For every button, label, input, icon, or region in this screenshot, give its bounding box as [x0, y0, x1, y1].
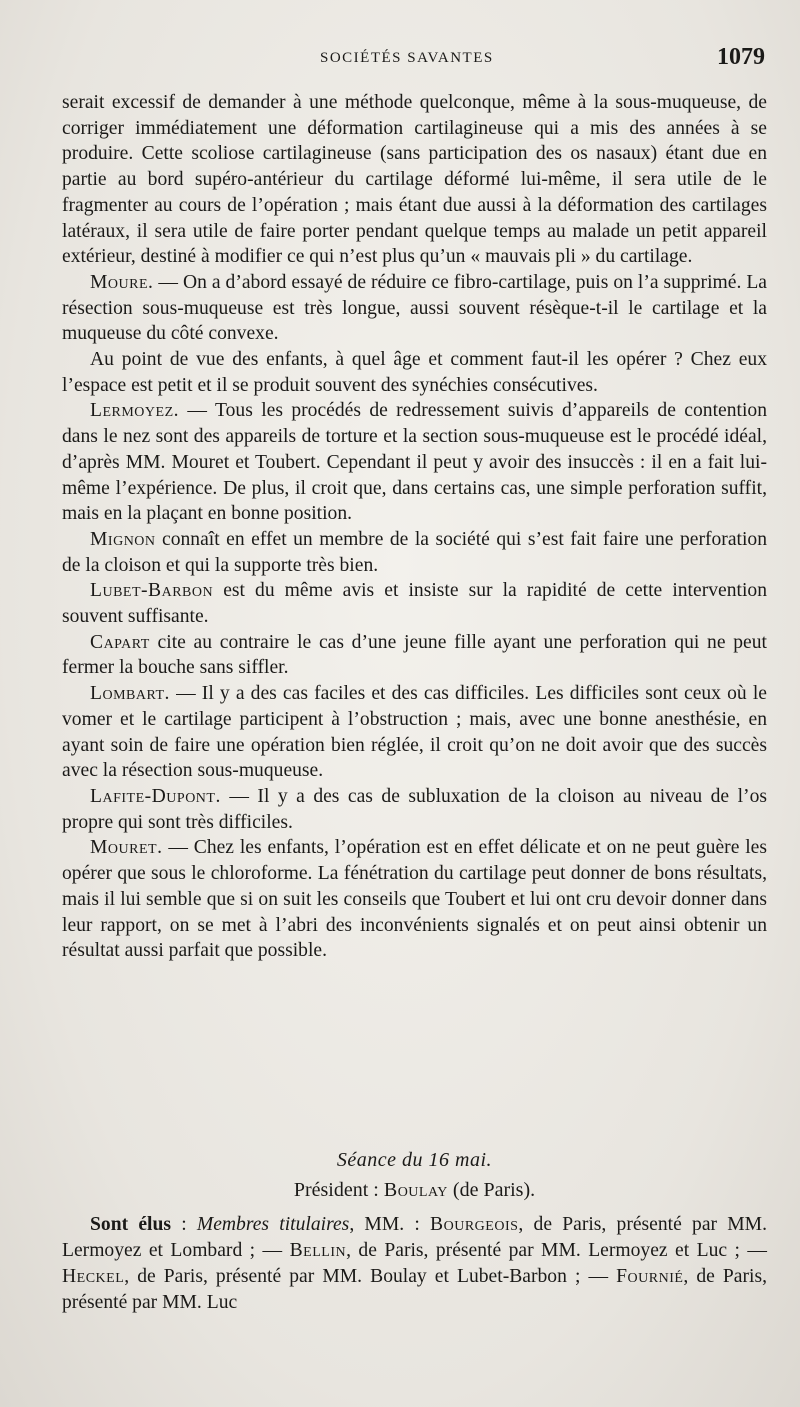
paragraph [62, 681, 767, 784]
elected-category: Membres titulaires [196, 1214, 350, 1235]
president-name: Boulay [383, 1179, 448, 1201]
paragraph-text: Au point de vue des enfants, à quel âge et comment faut-il les opérer ? Chez eux l’espace est petit et il se produit souvent des synéchies consécutives. [62, 349, 767, 396]
speaker-name: Mouret. [90, 837, 163, 859]
paragraph [62, 527, 767, 578]
paragraph-text: est du même avis et insiste sur la rapidité de cette intervention souvent suffisante. [62, 580, 767, 628]
paragraph [62, 630, 767, 681]
speaker-name: Lubet-Barbon [90, 580, 214, 602]
paragraph-text: cite au contraire le cas d’une jeune fille ayant une perforation qui ne peut fermer la bouche sans siffler. [62, 631, 767, 679]
member-name: Fournié [616, 1266, 684, 1287]
paragraph-text: — Tous les procédés de redressement suivis d’appareils de contention dans le nez sont des appareils de torture et la section sous-muqueuse est le procédé idéal, d’après MM. Mouret et Toubert. Cependant il peut y avoir des insuccès : il en a fait lui-même l’expérience. De plus, il croit que, dans certains cas, une simple perforation suffit, mais en la plaçant en bonne position. [62, 400, 767, 525]
speaker-name: Lermoyez. [90, 400, 180, 422]
speaker-name: Lombart. [90, 683, 170, 705]
president-place: (de Paris). [447, 1179, 536, 1201]
paragraph [62, 270, 767, 347]
paragraph [62, 347, 767, 398]
elected-text: , de Paris, présenté par MM. Lermoyez et Luc ; — [346, 1240, 767, 1261]
elected-members [62, 1212, 767, 1316]
speaker-name: Lafite-Dupont. [90, 785, 221, 807]
session-president [62, 1176, 767, 1204]
elected-lead: Sont élus [90, 1214, 171, 1235]
paragraph-text: serait excessif de demander à une méthode quelconque, même à la sous-muqueuse, de corriger immédiatement une déformation cartilagineuse qui a mis des années à se produire. Cette scoliose cartilagineuse (sans participation des os nasaux) étant due en partie au bord supéro-antérieur du cartilage déformé lui-même, il sera utile de le fragmenter au cours de l’opération ; mais étant due aussi à la déformation des cartilages latéraux, il sera utile de faire porter pendant quelque temps au malade un petit appareil extérieur, destiné à modifier ce qui n’est plus qu’un « mauvais pli » du cartilage. [62, 92, 767, 268]
running-title: SOCIÉTÉS SAVANTES [320, 50, 494, 66]
paragraph-text: — Il y a des cas faciles et des cas difficiles. Les difficiles sont ceux où le vomer et le cartilage participent à l’obstruction ; mais, avec une bonne anesthésie, en ayant soin de faire une opération bien réglée, il croit qu’on ne doit avoir que des succès avec la résection sous-muqueuse. [62, 683, 767, 782]
paragraph-text: — Chez les enfants, l’opération est en effet délicate et on ne peut guère les opérer que sous le chloroforme. La fénétration du cartilage peut donner de bons résultats, mais il lui semble que si on suit les conseils que Toubert et lui ont cru devoir donner dans leur rapport, on se met à l’abri des inconvénients signalés et on peut ainsi obtenir un résultat aussi parfait que possible. [62, 837, 767, 962]
paragraph [62, 90, 767, 270]
paragraph-text: connaît en effet un membre de la société qui s’est fait faire une perforation de la cloison et qui la supporte très bien. [62, 528, 767, 576]
elected-text: , de Paris, présenté par MM. Luc [62, 1266, 768, 1313]
member-name: Bellin [289, 1240, 347, 1261]
elected-text: , MM. : [349, 1214, 431, 1235]
body-text [62, 90, 767, 964]
president-label: Président : [293, 1179, 384, 1201]
paragraph-text: — Il y a des cas de subluxation de la cloison au niveau de l’os propre qui sont très difficiles. [62, 785, 767, 833]
speaker-name: Capart [90, 631, 150, 653]
session-heading [62, 1146, 767, 1204]
paragraph [62, 578, 767, 629]
speaker-name: Moure. [90, 271, 154, 293]
paragraph [62, 835, 767, 964]
elected-colon: : [171, 1214, 197, 1235]
paragraph-text: — On a d’abord essayé de réduire ce fibro-cartilage, puis on l’a supprimé. La résection sous-muqueuse est très longue, aussi souvent résèque-t-il le cartilage et la muqueuse du côté convexe. [62, 271, 767, 345]
page-number: 1079 [717, 44, 765, 70]
paragraph [62, 784, 767, 835]
member-name: Heckel [62, 1266, 125, 1287]
elected-text: , de Paris, présenté par MM. Lermoyez et Lombard ; — [62, 1214, 767, 1261]
elected-text: , de Paris, présenté par MM. Boulay et Lubet-Barbon ; — [124, 1266, 617, 1287]
member-name: Bourgeois [430, 1214, 519, 1235]
elected-paragraph [62, 1212, 767, 1316]
speaker-name: Mignon [90, 528, 156, 550]
paragraph [62, 398, 767, 527]
session-title: Séance du 16 mai. [336, 1149, 493, 1171]
running-head [80, 46, 765, 76]
